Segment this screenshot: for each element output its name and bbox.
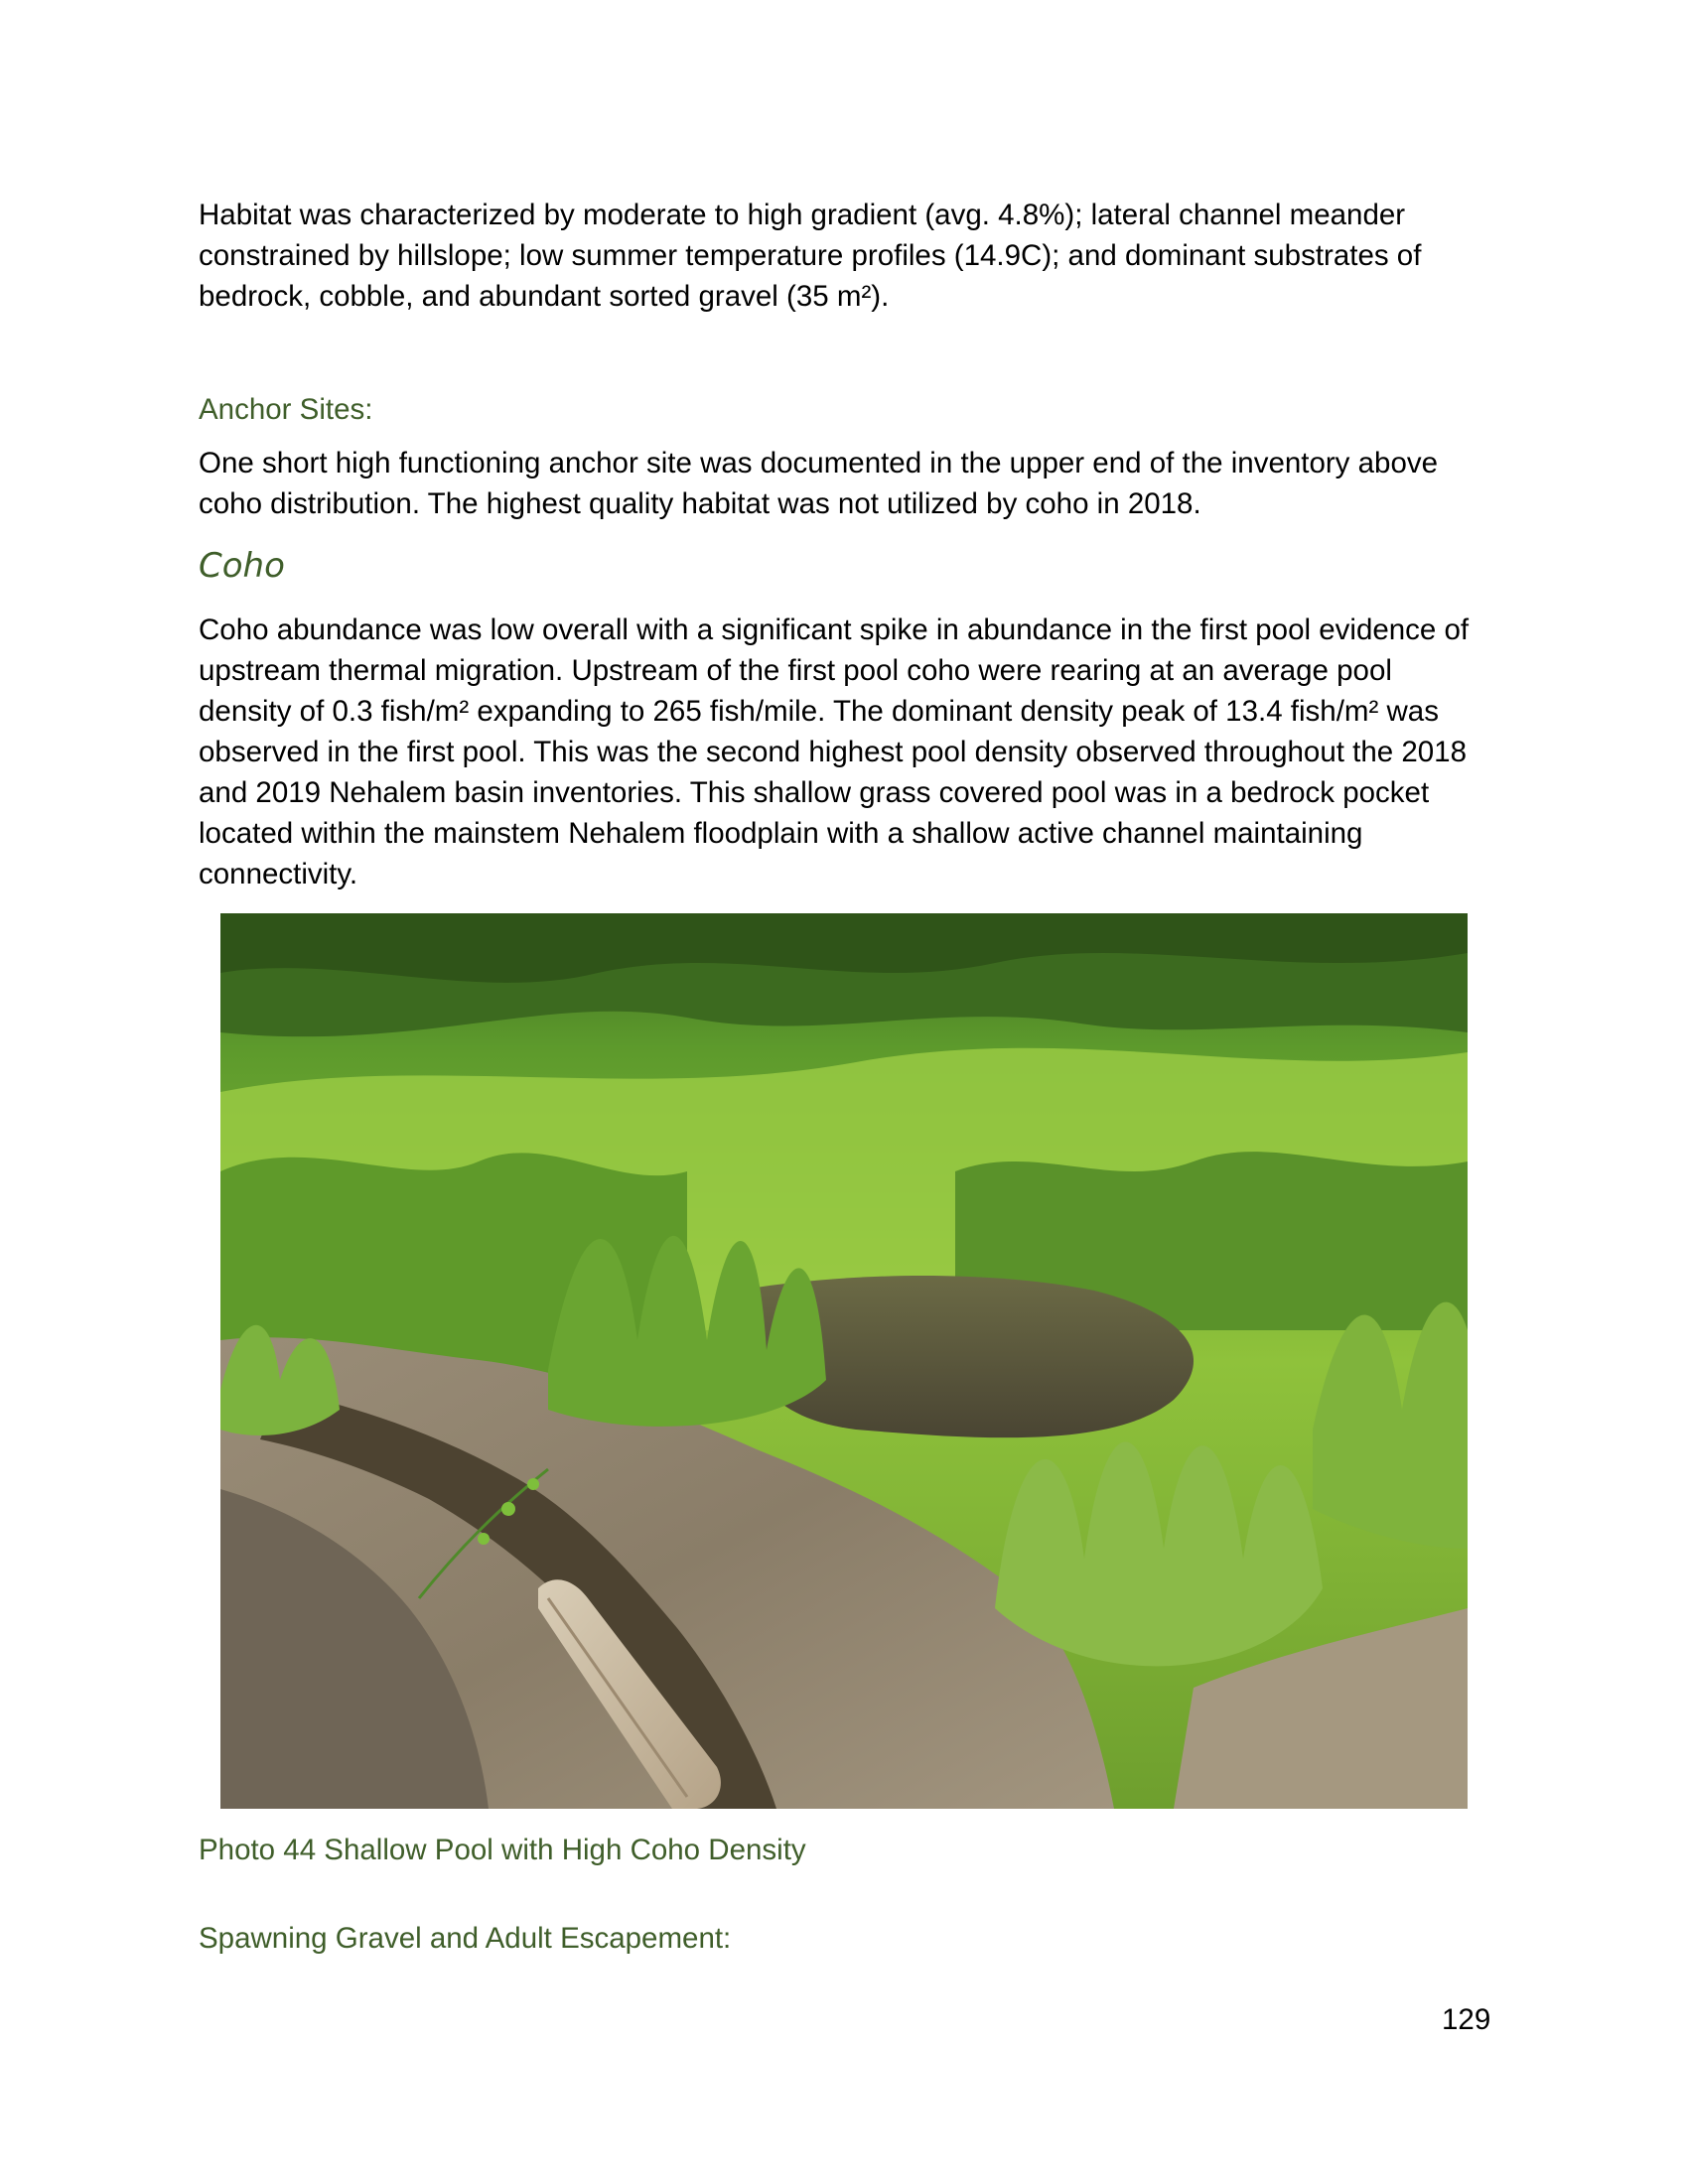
anchor-sites-paragraph: One short high functioning anchor site was documented in the upper end of the inventory above coho distribution. The highest quality habitat was not utilized by coho in 2018. [199,447,1439,520]
habitat-paragraph: Habitat was characterized by moderate to high gradient (avg. 4.8%); lateral channel meander constrained by hillslope; low summer temperature profiles (14.9C); and dominant substrates of bedrock, cobble, and abundant sorted gravel (35 m²). [199,199,1422,313]
anchor-sites-heading: Anchor Sites: [199,393,373,426]
page-number: 129 [1442,2003,1491,2036]
coho-heading: Coho [199,546,285,586]
coho-paragraph: Coho abundance was low overall with a significant spike in abundance in the first pool evidence of upstream thermal migration. Upstream of the first pool coho were rearing at an average pool density of 0.3 fish/m² expanding to 265 fish/mile. The dominant density peak of 13.4 fish/m² was observed in the first pool. This was the second highest pool density observed throughout the 2018 and 2019 Nehalem basin inventories. This shallow grass covered pool was in a bedrock pocket located within the mainstem Nehalem floodplain with a shallow active channel maintaining connectivity. [199,614,1470,890]
photo-caption: Photo 44 Shallow Pool with High Coho Density [199,1834,806,1866]
shallow-pool-photo [220,913,1468,1809]
spawning-gravel-heading: Spawning Gravel and Adult Escapement: [199,1922,732,1955]
